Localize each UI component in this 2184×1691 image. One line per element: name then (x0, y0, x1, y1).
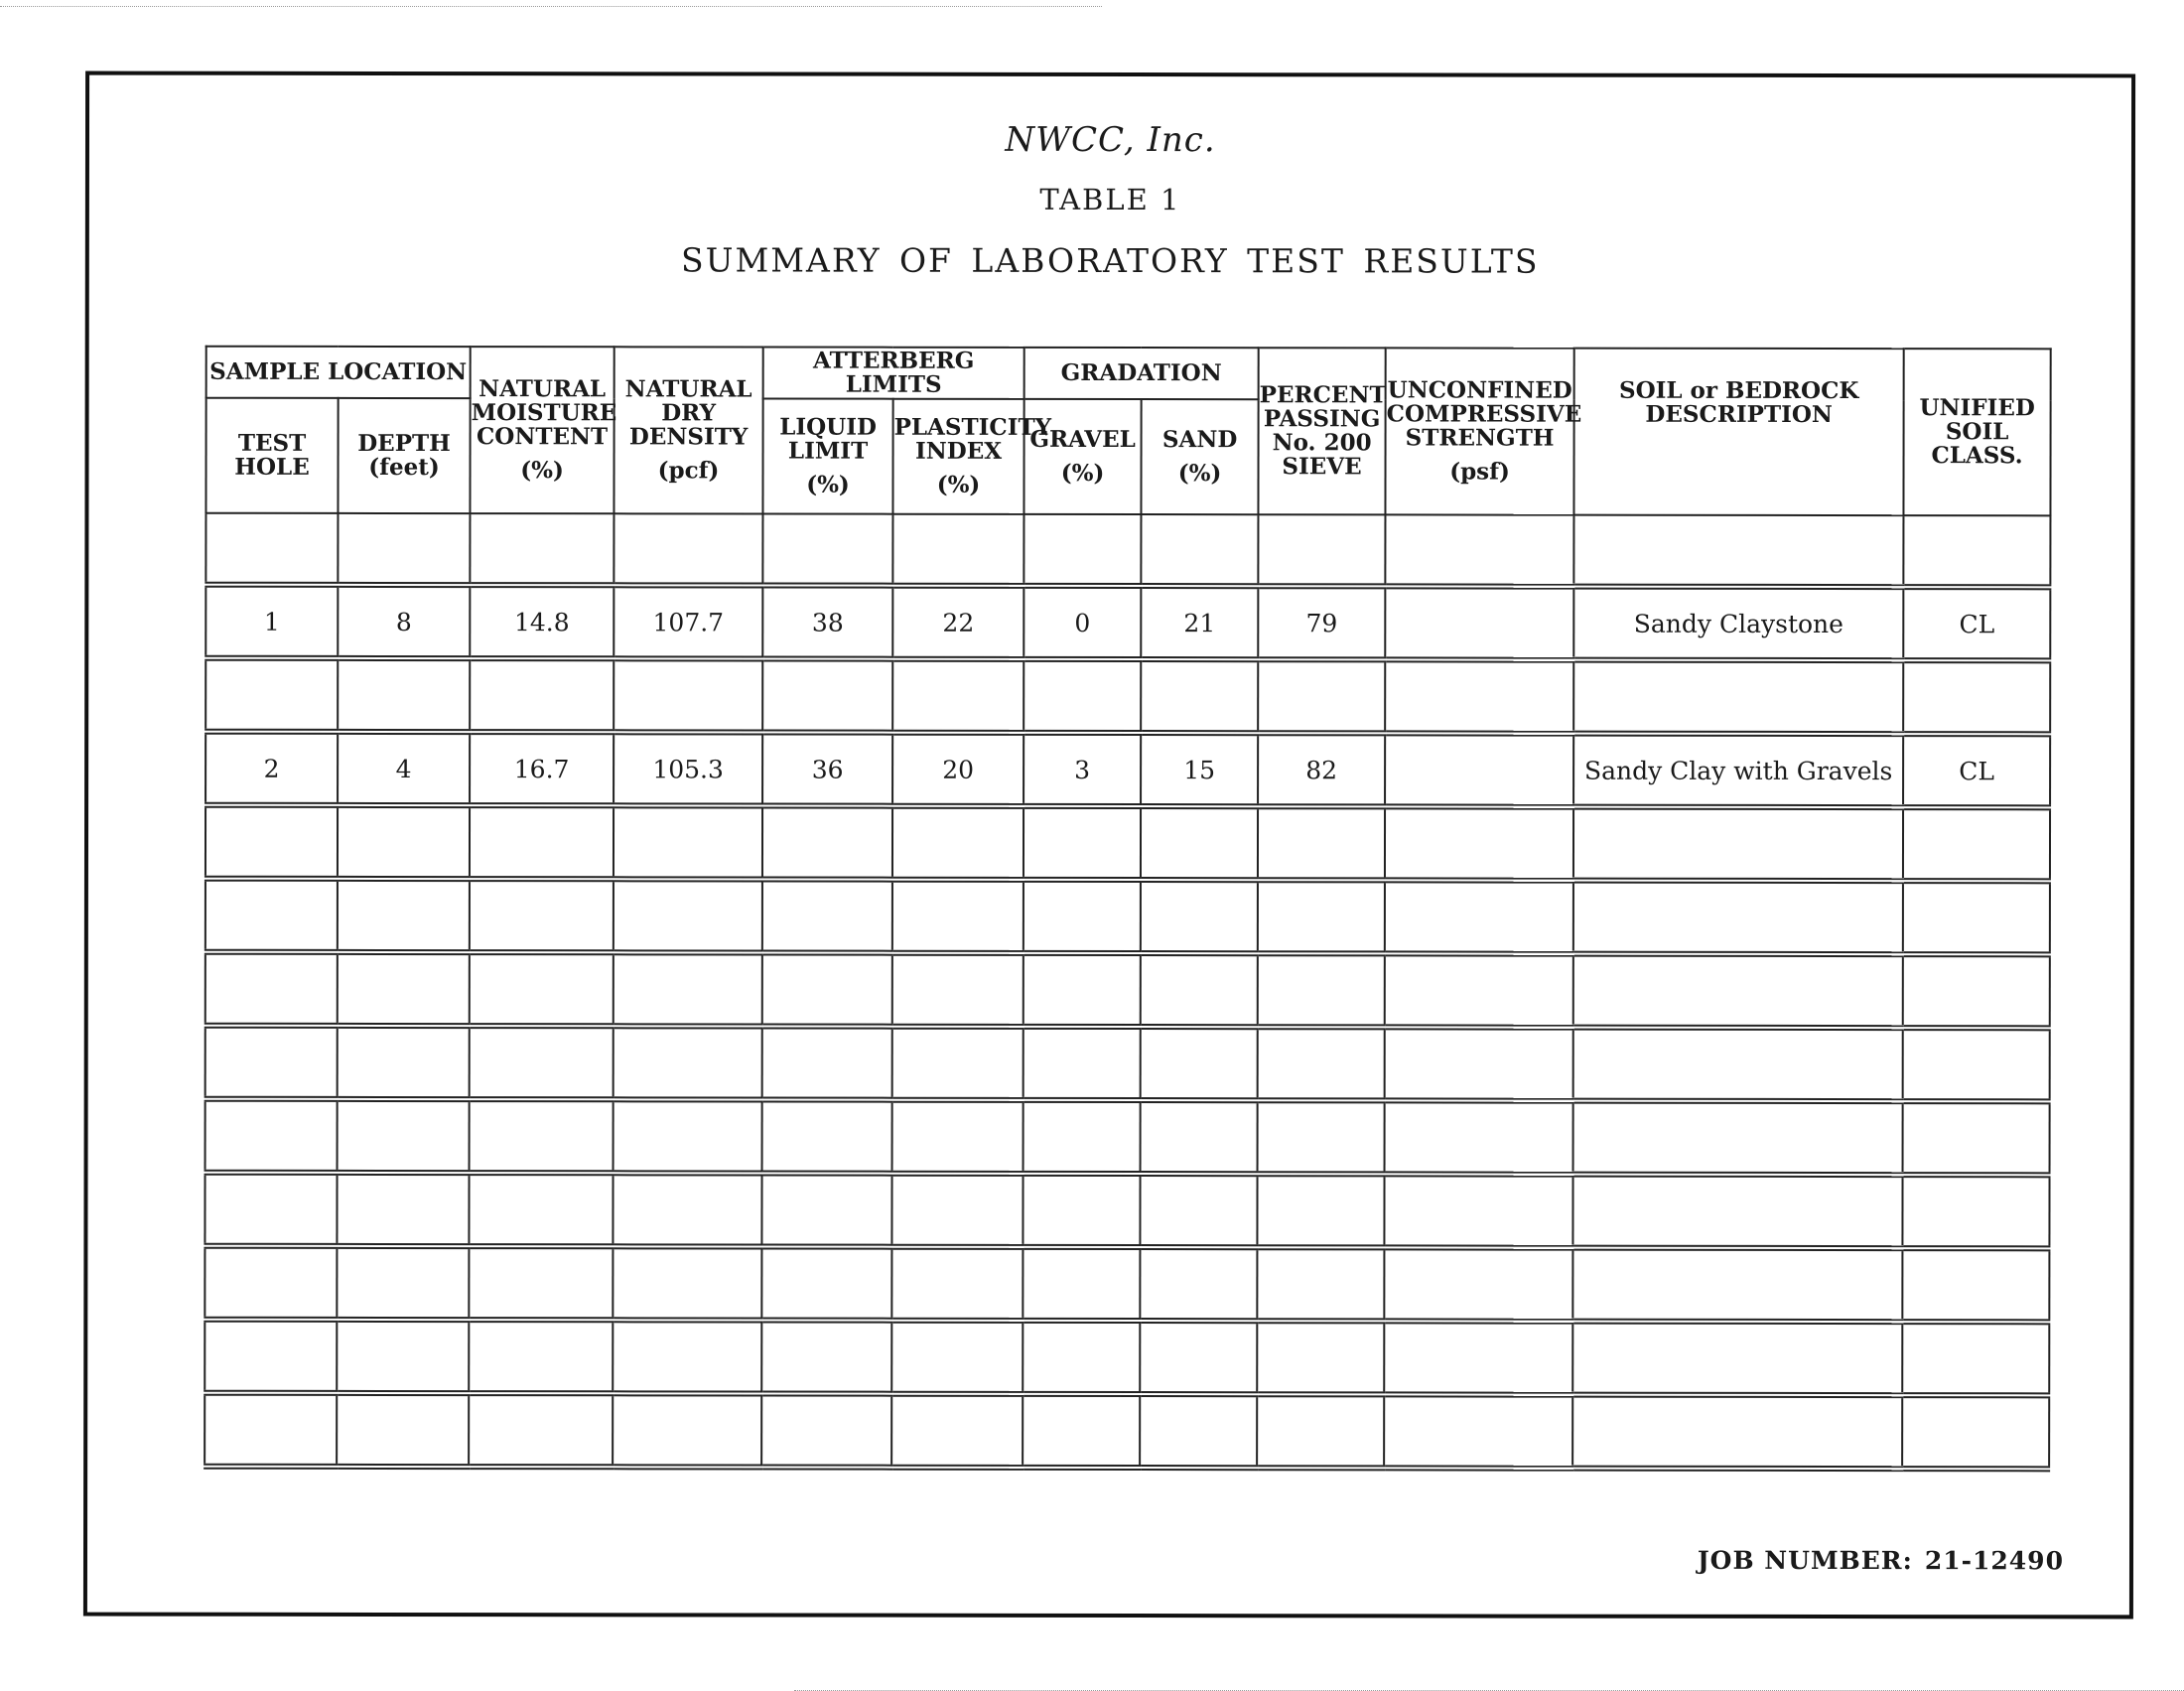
table-cell (1024, 880, 1141, 953)
col-sand-label: SAND (1161, 426, 1238, 454)
table-cell (470, 1026, 614, 1099)
table-cell (761, 1394, 891, 1468)
table-cell (1903, 1028, 2050, 1101)
table-cell (891, 1321, 1023, 1394)
table-cell (1385, 733, 1573, 806)
col-natural-dry-density-label: NATURAL DRY DENSITY (624, 375, 752, 451)
page-title: SUMMARY OF LABORATORY TEST RESULTS (681, 240, 1540, 281)
table-cell (1258, 880, 1385, 953)
table-cell (613, 1320, 761, 1393)
col-unconfined-strength (1386, 348, 1582, 514)
table-cell (761, 1321, 891, 1394)
table-cell (205, 513, 338, 585)
table-row (205, 879, 2050, 955)
table-cell (1258, 1027, 1385, 1100)
table-cell (1573, 660, 1903, 734)
table-number: TABLE 1 (1039, 182, 1181, 217)
document-frame (83, 71, 2135, 1620)
table-cell (613, 1246, 761, 1320)
table-cell (205, 1026, 338, 1099)
table-cell (470, 952, 614, 1026)
table-cell (1024, 1100, 1141, 1174)
col-percent-passing: PERCENT PASSING No. 200 SIEVE (1259, 348, 1386, 514)
table-cell (1385, 586, 1573, 659)
table-cell (1140, 1174, 1257, 1247)
col-plasticity-index-unit: (%) (936, 471, 981, 498)
col-natural-moisture (470, 347, 617, 513)
table-cell (470, 879, 614, 952)
lab-results-table (204, 346, 2052, 1473)
table-cell (762, 514, 892, 586)
table-cell: 3 (1024, 733, 1141, 806)
table-cell (613, 1173, 761, 1246)
table-cell: 8 (338, 585, 470, 658)
table-cell (1141, 1100, 1258, 1174)
table-cell (1385, 806, 1573, 880)
table-cell (1024, 1027, 1141, 1100)
job-number (1686, 1546, 2064, 1576)
table-cell (891, 1394, 1023, 1468)
table-cell (614, 658, 762, 732)
table-cell (1141, 953, 1258, 1027)
table-cell (205, 1099, 338, 1173)
table-cell (614, 805, 762, 879)
table-cell: 14.8 (470, 585, 614, 658)
table-cell (1141, 514, 1258, 586)
table-cell (1024, 953, 1141, 1027)
table-cell (205, 879, 338, 952)
table-cell (337, 1173, 469, 1246)
table-row (205, 952, 2050, 1029)
table-cell: 20 (892, 733, 1024, 806)
table-row (205, 732, 2050, 808)
table-cell (205, 805, 338, 879)
table-cell (762, 659, 892, 733)
table-cell (1024, 514, 1141, 586)
col-depth-unit: (feet) (368, 453, 440, 482)
table-cell (891, 1174, 1023, 1247)
table-cell (892, 514, 1024, 586)
table-cell: 16.7 (470, 732, 614, 805)
table-cell (338, 952, 470, 1026)
table-cell (469, 1246, 613, 1320)
col-test-hole: TEST HOLE (205, 398, 338, 513)
table-cell (205, 1320, 337, 1393)
col-unconfined-strength-label: UNCONFINED COMPRESSIVE STRENGTH (1386, 376, 1582, 452)
table-cell: CL (1903, 587, 2050, 660)
group-atterberg-limits: ATTERBERG LIMITS (763, 348, 1024, 399)
col-natural-moisture-label: NATURAL MOISTURE CONTENT (471, 375, 617, 451)
table-cell: 36 (762, 733, 892, 806)
table-cell (469, 1173, 613, 1246)
col-liquid-limit-unit: (%) (806, 471, 850, 498)
table-cell (1902, 1248, 2049, 1322)
col-depth (338, 398, 470, 513)
table-cell (1140, 1321, 1257, 1394)
table-cell (1572, 1322, 1902, 1395)
col-sand (1141, 399, 1258, 514)
table-cell (470, 513, 614, 585)
table-row (205, 1099, 2050, 1176)
table-cell (892, 1100, 1024, 1174)
group-gradation: GRADATION (1024, 348, 1259, 399)
table-cell (1024, 806, 1141, 880)
table-cell (614, 1099, 762, 1173)
table-cell (1385, 953, 1573, 1027)
table-cell (1257, 1247, 1384, 1321)
col-liquid-limit (762, 399, 892, 514)
table-row (205, 805, 2050, 882)
table-cell (338, 1099, 470, 1173)
table-cell: Sandy Clay with Gravels (1573, 734, 1903, 807)
table-cell: Sandy Claystone (1573, 587, 1903, 660)
table-cell (1903, 660, 2050, 734)
table-cell (1385, 514, 1573, 586)
table-cell (1573, 881, 1903, 954)
table-cell (1257, 1321, 1384, 1394)
col-plasticity-index (892, 399, 1052, 514)
table-cell (338, 513, 470, 585)
table-cell (892, 1027, 1024, 1100)
table-cell (614, 1026, 762, 1099)
table-cell (892, 806, 1024, 880)
table-cell (337, 1320, 469, 1393)
table-cell (1903, 954, 2050, 1028)
table-cell (1572, 1248, 1902, 1322)
group-sample-location: SAMPLE LOCATION (206, 347, 471, 398)
table-cell (1903, 881, 2050, 954)
table-cell (469, 1393, 613, 1467)
table-cell (762, 1100, 892, 1174)
table-cell (470, 1099, 614, 1173)
table-cell: 79 (1258, 586, 1385, 659)
table-cell (1141, 659, 1258, 733)
table-cell (1141, 880, 1258, 953)
table-cell (1023, 1174, 1140, 1247)
table-cell (1385, 880, 1573, 953)
table-cell (338, 879, 470, 952)
table-row (205, 1320, 2049, 1396)
col-soil-description: SOIL or BEDROCK DESCRIPTION (1574, 349, 1904, 515)
table-cell (1141, 1027, 1258, 1100)
job-number-label: JOB NUMBER: (1697, 1545, 1913, 1576)
table-cell: 1 (205, 585, 338, 658)
table-cell (205, 1393, 337, 1467)
table-cell: 82 (1258, 733, 1385, 806)
table-cell (1023, 1247, 1140, 1321)
table-cell (762, 1027, 892, 1100)
table-cell (1140, 1247, 1257, 1321)
table-cell (614, 879, 762, 952)
table-cell (1902, 1322, 2049, 1395)
table-cell: CL (1903, 734, 2050, 807)
table-cell (1140, 1394, 1257, 1468)
table-cell (1385, 659, 1573, 733)
table-cell (761, 1247, 891, 1321)
col-natural-moisture-unit: (%) (520, 457, 564, 485)
col-sand-unit: (%) (1177, 460, 1222, 488)
table-cell (1573, 1028, 1903, 1101)
table-cell (470, 658, 614, 732)
table-cell (761, 1174, 891, 1247)
col-gravel-label: GRAVEL (1029, 425, 1136, 454)
table-cell: 107.7 (614, 585, 762, 658)
table-cell (892, 880, 1024, 953)
table-cell (614, 513, 762, 585)
col-unconfined-strength-unit: (psf) (1449, 458, 1510, 486)
table-cell (469, 1320, 613, 1393)
table-cell (614, 952, 762, 1026)
table-cell (1573, 1101, 1903, 1175)
col-plasticity-index-label: PLASTICITY INDEX (893, 413, 1052, 465)
table-cell (1258, 1100, 1385, 1174)
table-row (205, 1393, 2049, 1470)
table-cell (1384, 1174, 1572, 1247)
table-cell (338, 1026, 470, 1099)
table-cell (1384, 1394, 1572, 1468)
table-cell (1257, 1174, 1384, 1247)
col-depth-label: DEPTH (357, 429, 451, 458)
table-cell (1573, 515, 1903, 587)
col-liquid-limit-label: LIQUID LIMIT (779, 413, 877, 465)
company-name: NWCC, Inc. (1005, 119, 1216, 161)
table-cell (205, 952, 338, 1026)
table-cell (1902, 1395, 2049, 1469)
table-cell (1023, 1321, 1140, 1394)
col-gravel-unit: (%) (1060, 459, 1105, 487)
table-cell (892, 659, 1024, 733)
table-cell (1257, 1394, 1384, 1468)
table-cell (205, 1246, 337, 1320)
table-cell (1903, 1101, 2050, 1175)
table-cell (1384, 1247, 1572, 1321)
scan-edge-top (0, 6, 1102, 7)
table-cell (762, 880, 892, 953)
table-cell: 22 (892, 586, 1024, 659)
table-cell (892, 953, 1024, 1027)
table-cell (1141, 806, 1258, 880)
table-cell (1385, 1027, 1573, 1100)
col-unified-soil-class: UNIFIED SOIL CLASS. (1904, 349, 2051, 515)
table-cell (1572, 1395, 1902, 1469)
table-cell (1573, 807, 1903, 881)
table-cell: 4 (338, 732, 470, 805)
col-natural-dry-density-unit: (pcf) (657, 457, 720, 485)
table-cell (1258, 514, 1385, 586)
table-cell (1024, 659, 1141, 733)
table-cell: 15 (1141, 733, 1258, 806)
results-body (205, 513, 2050, 1470)
table-cell (1903, 515, 2050, 587)
table-row (205, 585, 2050, 661)
table-cell: 2 (205, 732, 338, 805)
table-row (205, 658, 2050, 735)
table-row (205, 1026, 2050, 1102)
table-row (205, 513, 2050, 588)
table-cell (613, 1393, 761, 1467)
table-cell: 38 (762, 586, 892, 659)
table-cell (762, 953, 892, 1027)
table-cell (1023, 1394, 1140, 1468)
table-cell (1258, 806, 1385, 880)
table-cell (1903, 807, 2050, 881)
table-cell: 0 (1024, 586, 1141, 659)
table-cell (470, 805, 614, 879)
table-cell (1258, 659, 1385, 733)
table-cell (338, 805, 470, 879)
col-natural-dry-density (614, 347, 762, 513)
table-cell (337, 1246, 469, 1320)
table-row (205, 1173, 2049, 1249)
table-cell (1258, 953, 1385, 1027)
table-cell (1902, 1175, 2049, 1248)
table-cell (1384, 1321, 1572, 1394)
table-row (205, 1246, 2049, 1323)
job-number-value: 21-12490 (1924, 1546, 2065, 1576)
table-cell (338, 658, 470, 732)
table-cell (762, 806, 892, 880)
table-cell: 21 (1141, 586, 1258, 659)
table-cell (891, 1247, 1023, 1321)
table-cell (1573, 954, 1903, 1028)
table-cell (1385, 1100, 1573, 1174)
table-cell (1572, 1175, 1902, 1248)
table-cell (337, 1393, 469, 1467)
table-cell (205, 1173, 337, 1246)
table-cell (205, 658, 338, 732)
table-cell: 105.3 (614, 732, 762, 805)
